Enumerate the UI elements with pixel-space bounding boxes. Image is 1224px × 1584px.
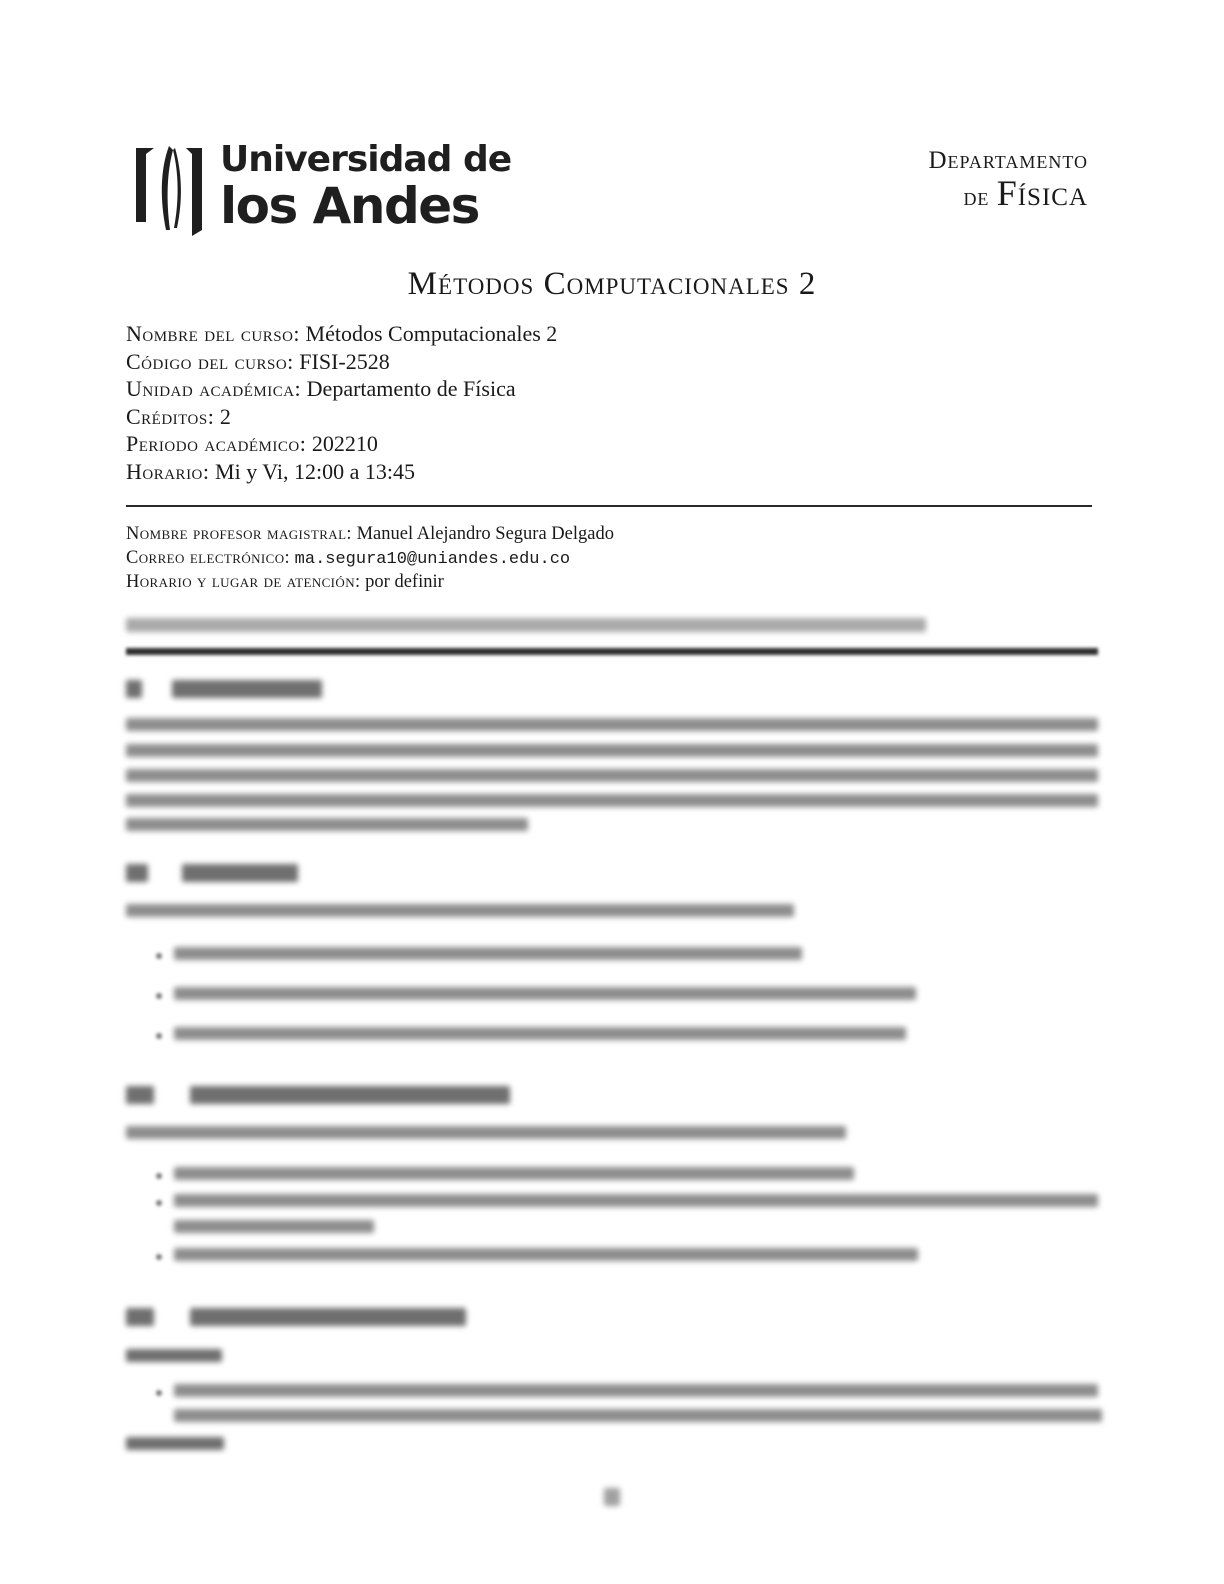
professor-label: Nombre profesor magistral: bbox=[126, 524, 352, 544]
info-label: Horario: bbox=[126, 458, 210, 484]
blurred-bullet bbox=[156, 953, 162, 959]
blurred-bullet bbox=[156, 1033, 162, 1039]
department-line1: Departamento bbox=[928, 147, 1088, 174]
blurred-section-heading bbox=[190, 1086, 510, 1104]
course-info-row bbox=[126, 430, 557, 458]
blurred-text-line bbox=[126, 1126, 846, 1139]
department-name bbox=[928, 148, 1088, 211]
university-logo bbox=[130, 139, 512, 236]
blurred-text-line bbox=[174, 987, 916, 1000]
blurred-text-line bbox=[174, 1194, 1098, 1207]
document-title: Métodos Computacionales 2 bbox=[407, 266, 817, 302]
blurred-text-line bbox=[126, 769, 1098, 782]
info-value: 2 bbox=[219, 403, 231, 429]
professor-row bbox=[126, 571, 614, 595]
info-label: Créditos: bbox=[126, 403, 215, 429]
info-value: FISI-2528 bbox=[299, 348, 390, 374]
info-label: Periodo académico: bbox=[126, 431, 307, 457]
course-info-row bbox=[126, 458, 557, 486]
blurred-section-number bbox=[126, 1308, 154, 1326]
blurred-week-label bbox=[126, 1437, 224, 1450]
info-label: Código del curso: bbox=[126, 348, 294, 374]
blurred-page-number bbox=[604, 1488, 620, 1506]
blurred-text-line bbox=[126, 904, 794, 917]
professor-label: Horario y lugar de atención: bbox=[126, 572, 361, 592]
logo-emblem-icon bbox=[130, 140, 214, 236]
department-prefix: de bbox=[963, 184, 990, 211]
blurred-bullet bbox=[156, 1390, 162, 1396]
info-value: 202210 bbox=[311, 431, 378, 457]
info-label: Unidad académica: bbox=[126, 376, 302, 402]
blurred-text-line bbox=[126, 744, 1098, 757]
course-info-row bbox=[126, 348, 557, 376]
blurred-section-number bbox=[126, 1086, 154, 1104]
blurred-text-line bbox=[174, 1248, 918, 1261]
blurred-bullet bbox=[156, 1200, 162, 1206]
blurred-text-line bbox=[174, 1027, 906, 1040]
blurred-section-number bbox=[126, 864, 148, 882]
professor-row bbox=[126, 547, 614, 572]
info-value: Departamento de Física bbox=[306, 376, 516, 402]
blurred-bullet bbox=[156, 993, 162, 999]
course-info-row bbox=[126, 403, 557, 431]
professor-email[interactable]: ma.segura10@uniandes.edu.co bbox=[294, 549, 571, 569]
course-info-row bbox=[126, 320, 557, 348]
blurred-text-line bbox=[126, 818, 528, 831]
blurred-text-line bbox=[126, 718, 1098, 731]
course-info bbox=[126, 320, 557, 486]
professor-row bbox=[126, 523, 614, 547]
logo-line1: Universidad de bbox=[220, 139, 512, 180]
department-main: Física bbox=[996, 173, 1088, 213]
course-info-row bbox=[126, 375, 557, 403]
blurred-bullet bbox=[156, 1173, 162, 1179]
blurred-text-line bbox=[174, 1409, 1102, 1422]
professor-label: Correo electrónico: bbox=[126, 547, 291, 568]
professor-value: por definir bbox=[365, 572, 444, 592]
blurred-text-line bbox=[126, 794, 1098, 807]
section-divider bbox=[126, 505, 1092, 507]
professor-info bbox=[126, 523, 614, 595]
blurred-section-number bbox=[126, 680, 142, 698]
blurred-link-line bbox=[126, 618, 926, 632]
blurred-section-heading bbox=[182, 864, 298, 882]
blurred-text-line bbox=[174, 1384, 1098, 1397]
blurred-bullet bbox=[156, 1254, 162, 1260]
blurred-text-line bbox=[174, 947, 802, 960]
blurred-text-line bbox=[174, 1220, 374, 1233]
info-label: Nombre del curso: bbox=[126, 321, 301, 346]
logo-line2: los Andes bbox=[220, 177, 479, 235]
blurred-text-line bbox=[174, 1167, 854, 1180]
thick-divider bbox=[126, 648, 1098, 655]
info-value: Mi y Vi, 12:00 a 13:45 bbox=[215, 458, 415, 484]
professor-value: Manuel Alejandro Segura Delgado bbox=[356, 524, 614, 544]
blurred-week-label bbox=[126, 1349, 222, 1362]
info-value: Métodos Computacionales 2 bbox=[305, 321, 558, 346]
blurred-section-heading bbox=[190, 1308, 466, 1326]
blurred-section-heading bbox=[172, 680, 322, 698]
